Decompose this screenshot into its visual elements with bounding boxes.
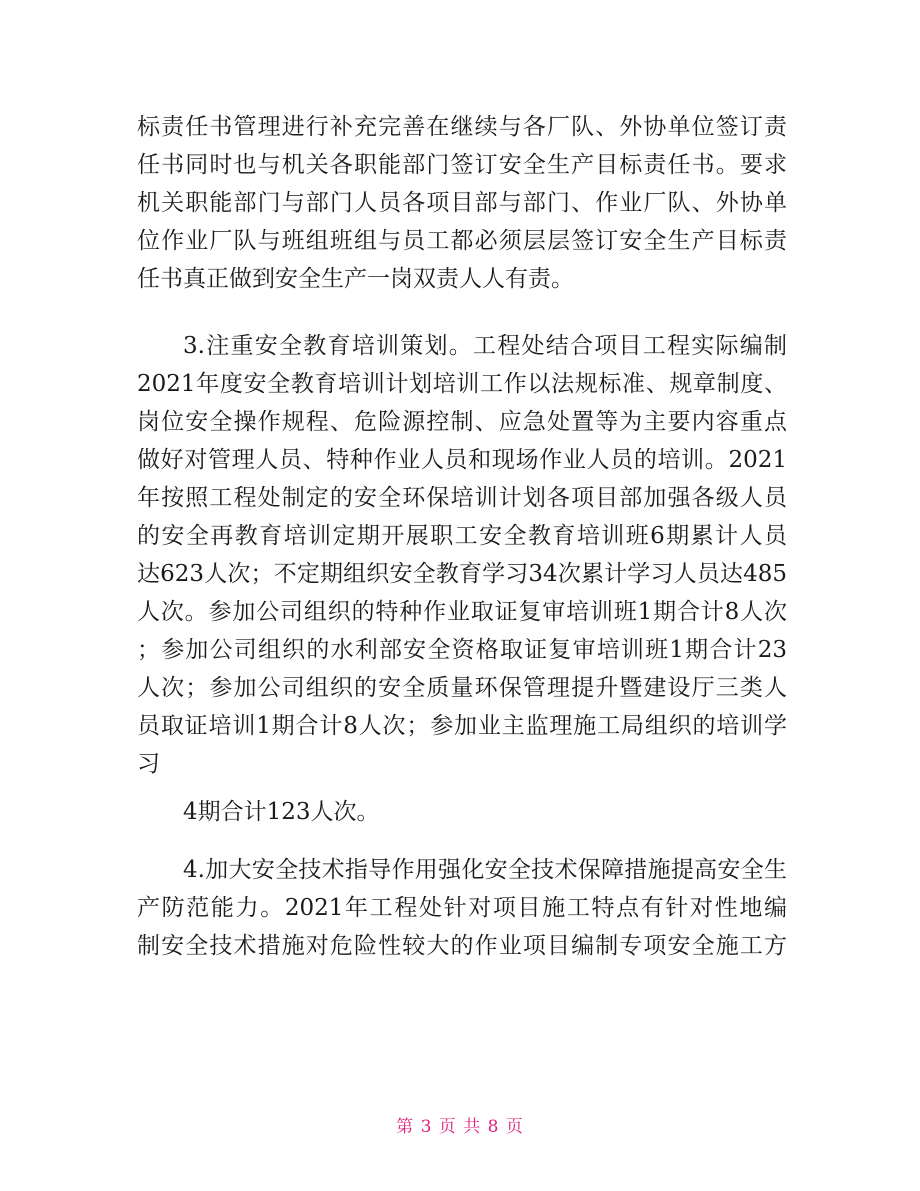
paragraph-3-heading-line: 3.注重安全教育培训策划。工程处结合项目工程实际编制 <box>183 333 787 359</box>
page-number-footer: 第 3 页 共 8 页 <box>396 1117 524 1137</box>
text-line: 人次。参加公司组织的特种作业取证复审培训班1期合计8人次 <box>137 599 787 625</box>
text-line: 员取证培训1期合计8人次；参加业主监理施工局组织的培训学 <box>137 713 787 739</box>
text-line: 制安全技术措施对危险性较大的作业项目编制专项安全施工方 <box>137 933 787 959</box>
text-line: 习 <box>137 751 160 777</box>
text-line: 年按照工程处制定的安全环保培训计划各项目部加强各级人员 <box>137 485 787 511</box>
text-line: 达623人次；不定期组织安全教育学习34次累计学习人员达485 <box>137 561 787 587</box>
text-line: 做好对管理人员、特种作业人员和现场作业人员的培训。2021 <box>137 447 787 473</box>
text-line: 位作业厂队与班组班组与员工都必须层层签订安全生产目标责 <box>137 228 787 254</box>
text-line: 标责任书管理进行补充完善在继续与各厂队、外协单位签订责 <box>137 114 787 140</box>
text-line: 岗位安全操作规程、危险源控制、应急处置等为主要内容重点 <box>137 409 787 435</box>
text-line: 产防范能力。2021年工程处针对项目施工特点有针对性地编 <box>137 895 787 921</box>
text-line: 2021年度安全教育培训计划培训工作以法规标准、规章制度、 <box>137 371 787 397</box>
text-line: 机关职能部门与部门人员各项目部与部门、作业厂队、外协单 <box>137 190 787 216</box>
text-line: 任书同时也与机关各职能部门签订安全生产目标责任书。要求 <box>137 152 787 178</box>
text-line: 的安全再教育培训定期开展职工安全教育培训班6期累计人员 <box>137 523 787 549</box>
paragraph-4-heading-line: 4.加大安全技术指导作用强化安全技术保障措施提高安全生 <box>183 857 787 883</box>
text-line: 4期合计123人次。 <box>183 799 380 825</box>
text-line: ；参加公司组织的水利部安全资格取证复审培训班1期合计23 <box>137 637 787 663</box>
text-line: 任书真正做到安全生产一岗双责人人有责。 <box>137 266 574 292</box>
text-line: 人次；参加公司组织的安全质量环保管理提升暨建设厅三类人 <box>137 675 787 701</box>
